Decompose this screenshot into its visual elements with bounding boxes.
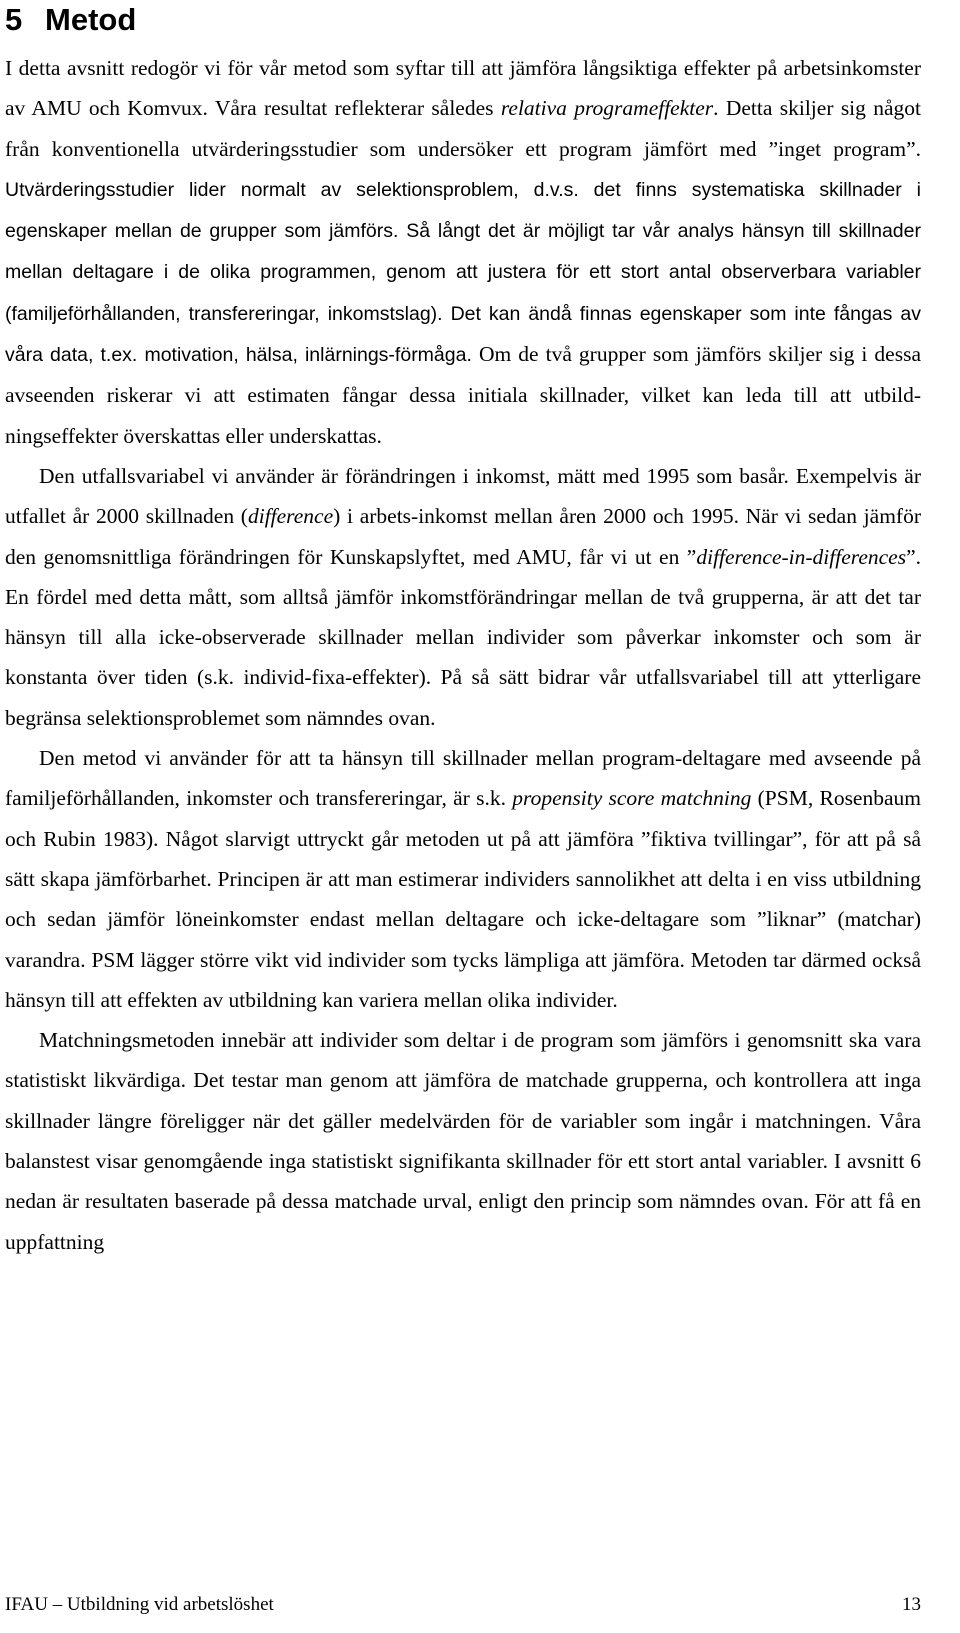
italic-term: relativa programeffekter	[500, 96, 714, 121]
italic-term: difference-in-differences	[696, 544, 907, 569]
page-footer	[5, 1594, 921, 1616]
document-page	[5, 0, 921, 1262]
paragraph-4	[5, 1020, 921, 1262]
text-run: . Detta skiljer sig något från konventionella utvärderingsstudier som undersöker ett program jämfört med ”inget program”.	[5, 96, 921, 161]
section-number: 5	[5, 2, 23, 37]
section-heading	[5, 0, 921, 48]
paragraph-3	[5, 738, 921, 1020]
text-run: Om de två grupper som jämförs skiljer sig i dessa avseenden riskerar vi att estimaten fångar dessa initiala skillnader, vilket kan leda till att utbild-ningseffekter överskattas eller underskattas.	[5, 342, 922, 448]
italic-term: difference	[247, 504, 334, 529]
text-run: (PSM, Rosenbaum och Rubin 1983). Något slarvigt uttryckt går metoden ut på att jämföra ”fiktiva tvillingar”, för att på så sätt skapa jämförbarhet. Principen är att man estimerar individers sannolikhet att delta i en viss utbildning och sedan jämför löneinkomster endast mellan deltagare och icke-deltagare som ”liknar” (matchar) varandra. PSM lägger större vikt vid individer som tycks lämpliga att jämföra. Metoden tar därmed också hänsyn till att effekten av utbildning kan variera mellan olika individer.	[5, 786, 921, 1012]
text-run: I detta avsnitt redogör vi för vår metod som syftar till att jämföra långsiktiga effekter på arbetsinkomster av AMU och Komvux. Våra resultat reflekterar således	[5, 56, 921, 121]
page-number: 13	[902, 1594, 921, 1615]
sans-text-run: Utvärderingsstudier lider normalt av selektionsproblem, d.v.s. det finns systematiska skillnader i egenskaper mellan de grupper som jämförs. Så långt det är möjligt tar vår analys hänsyn till skillnader mellan deltagare i de olika programmen, genom att justera för ett stort antal observerbara variabler (familjeförhållanden, transfereringar, inkomstslag). Det kan ändå finnas egenskaper som inte fångas av våra data, t.ex. motivation, hälsa, inlärnings-förmåga.	[5, 178, 921, 367]
footer-label: IFAU – Utbildning vid arbetslöshet	[5, 1594, 274, 1615]
paragraph-1	[5, 48, 921, 456]
text-run: Den metod vi använder för att ta hänsyn till skillnader mellan program-deltagare med avseende på familjeförhållanden, inkomster och transfereringar, är s.k.	[5, 746, 921, 811]
text-run: ”. En fördel med detta mått, som alltså jämför inkomstförändringar mellan de två grupperna, är att det tar hänsyn till alla icke-observerade skillnader mellan individer som påverkar inkomster och som är konstanta över tiden (s.k. individ-fixa-effekter). På så sätt bidrar vår utfallsvariabel till att ytterligare begränsa selektionsproblemet som nämndes ovan.	[5, 544, 921, 730]
text-run: Den utfallsvariabel vi använder är förändringen i inkomst, mätt med 1995 som basår. Exempelvis är utfallet år 2000 skillnaden (	[5, 463, 921, 529]
italic-term: propensity score matchning	[512, 786, 752, 811]
text-run: Matchningsmetoden innebär att individer som deltar i de program som jämförs i genomsnitt ska vara statistiskt likvärdiga. Det testar man genom att jämföra de matchade grupperna, och kontrollera att inga skillnader längre föreligger när det gäller medelvärden för de variabler som ingår i matchningen. Våra balanstest visar genomgående inga statistiskt signifikanta skillnader för ett stort antal variabler. I avsnitt 6 nedan är resultaten baserade på dessa matchade urval, enligt den princip som nämndes ovan. För att få en uppfattning	[5, 1028, 921, 1254]
section-title: Metod	[45, 2, 137, 37]
paragraph-2	[5, 456, 921, 738]
text-run: ) i arbets-inkomst mellan åren 2000 och 1995. När vi sedan jämför den genomsnittliga förändringen för Kunskapslyftet, med AMU, får vi ut en ”	[5, 504, 921, 569]
